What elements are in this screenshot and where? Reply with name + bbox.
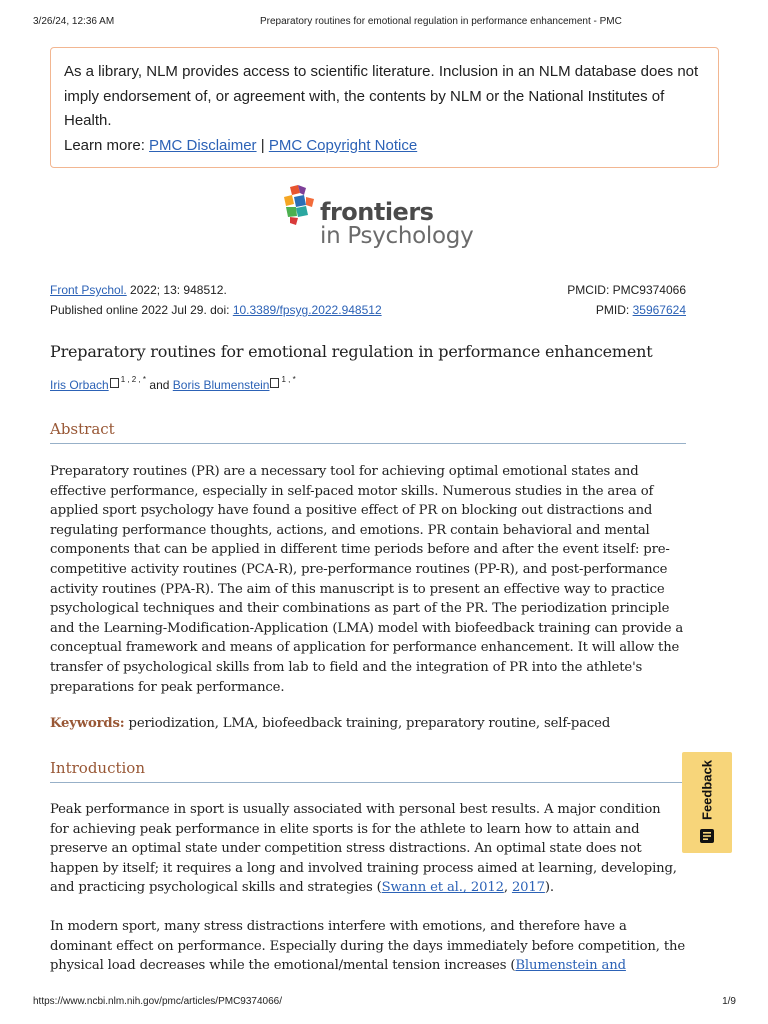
notice-text: As a library, NLM provides access to scientific literature. Inclusion in an NLM database does not imply endorsement of, or agreement with, the contents by NLM or the National Institutes of Health. [64, 63, 699, 129]
author-list [50, 375, 296, 392]
keywords [50, 714, 686, 734]
notice-separator: | [260, 136, 265, 154]
learn-more-label: Learn more: [64, 136, 145, 154]
keywords-label: Keywords: [50, 716, 125, 731]
pmid [596, 303, 686, 317]
journal-logo-name: frontiers [320, 198, 434, 226]
notice-learn-more [64, 134, 706, 159]
feedback-label: Feedback [699, 760, 715, 820]
journal-logo[interactable] [282, 185, 492, 255]
citation-line-1 [50, 283, 686, 297]
pmc-copyright-link[interactable]: PMC Copyright Notice [268, 136, 418, 154]
reference-link[interactable]: Swann et al., 2012 [381, 880, 504, 896]
email-icon[interactable] [270, 378, 279, 388]
article-title: Preparatory routines for emotional regulation in performance enhancement [50, 342, 653, 361]
intro-paragraph-1 [50, 800, 682, 898]
citation-line-2 [50, 303, 686, 317]
author-affiliation[interactable]: 1 , 2 , * [120, 375, 147, 384]
intro-p1-text: Peak performance in sport is usually associated with personal best results. A major condition for achieving peak performance in elite sports is for the athlete to learn how to attain and preserve an optimal state under competition stress distractions. An optimal state does not happen by itself; it requires a long and involved training process aimed at learning, developing, and practicing psychological skills and strategies ( [50, 802, 677, 896]
reference-link[interactable]: 2017 [511, 880, 545, 896]
email-icon[interactable] [110, 378, 119, 388]
doi-link[interactable]: 10.3389/fpsyg.2022.948512 [232, 303, 382, 317]
frontiers-cube-icon [282, 185, 318, 227]
citation-details: 2022; 13: 948512. [130, 283, 227, 297]
reference-link[interactable]: Blumenstein and [515, 958, 626, 974]
pmid-label: PMID: [595, 303, 630, 317]
print-page-number: 1/9 [722, 996, 736, 1007]
author-affiliation[interactable]: 1 , * [281, 375, 296, 384]
intro-p1-end: ). [544, 880, 554, 896]
nlm-notice-banner [50, 47, 719, 168]
introduction-heading: Introduction [50, 759, 686, 783]
author-link[interactable]: Iris Orbach [50, 378, 109, 392]
author-link[interactable]: Boris Blumenstein [172, 378, 270, 392]
intro-paragraph-2 [50, 917, 686, 976]
print-page-title: Preparatory routines for emotional regulation in performance enhancement - PMC [260, 16, 622, 27]
ref-separator: , [503, 880, 512, 896]
feedback-icon [699, 828, 715, 844]
abstract-heading: Abstract [50, 420, 686, 444]
print-date: 3/26/24, 12:36 AM [33, 16, 115, 27]
abstract-text: Preparatory routines (PR) are a necessary tool for achieving optimal emotional states and effective performance, especially in self-paced motor skills. Numerous studies in the area of applied sport psychology have found a positive effect of PR on blocking out distractions and regulating performance thoughts, actions, and emotions. PR contain behavioral and mental components that can be applied in different time periods before and after the event itself: pre-competitive activity routines (PCA-R), pre-performance routines (PP-R), and post-performance activity routines (PPA-R). The aim of this manuscript is to present an effective way to practice psychological techniques and their combinations as part of the PR. The periodization principle and the Learning-Modification-Application (LMA) model with biofeedback training can provide a conceptual framework and means of application for performance enhancement. It will allow the transfer of psychological skills from lab to field and the integration of PR into the athlete's preparations for peak performance. [50, 464, 684, 695]
journal-link[interactable]: Front Psychol. [50, 283, 127, 297]
pmid-link[interactable]: 35967624 [632, 303, 686, 317]
pmc-disclaimer-link[interactable]: PMC Disclaimer [149, 136, 257, 154]
intro-p2-text: In modern sport, many stress distractions interfere with emotions, and therefore have a dominant effect on performance. Especially during the days immediately before competition, the physical load decreases while the emotional/mental tension increases ( [50, 919, 686, 974]
keywords-list: periodization, LMA, biofeedback training, preparatory routine, self-paced [128, 716, 611, 731]
published-online: Published online 2022 Jul 29. doi: [50, 303, 230, 317]
print-url: https://www.ncbi.nlm.nih.gov/pmc/articles/PMC9374066/ [33, 996, 282, 1007]
journal-logo-subtitle: in Psychology [320, 223, 474, 249]
feedback-button[interactable] [682, 752, 732, 853]
author-joiner: and [149, 378, 170, 392]
pmcid: PMCID: PMC9374066 [567, 283, 686, 297]
